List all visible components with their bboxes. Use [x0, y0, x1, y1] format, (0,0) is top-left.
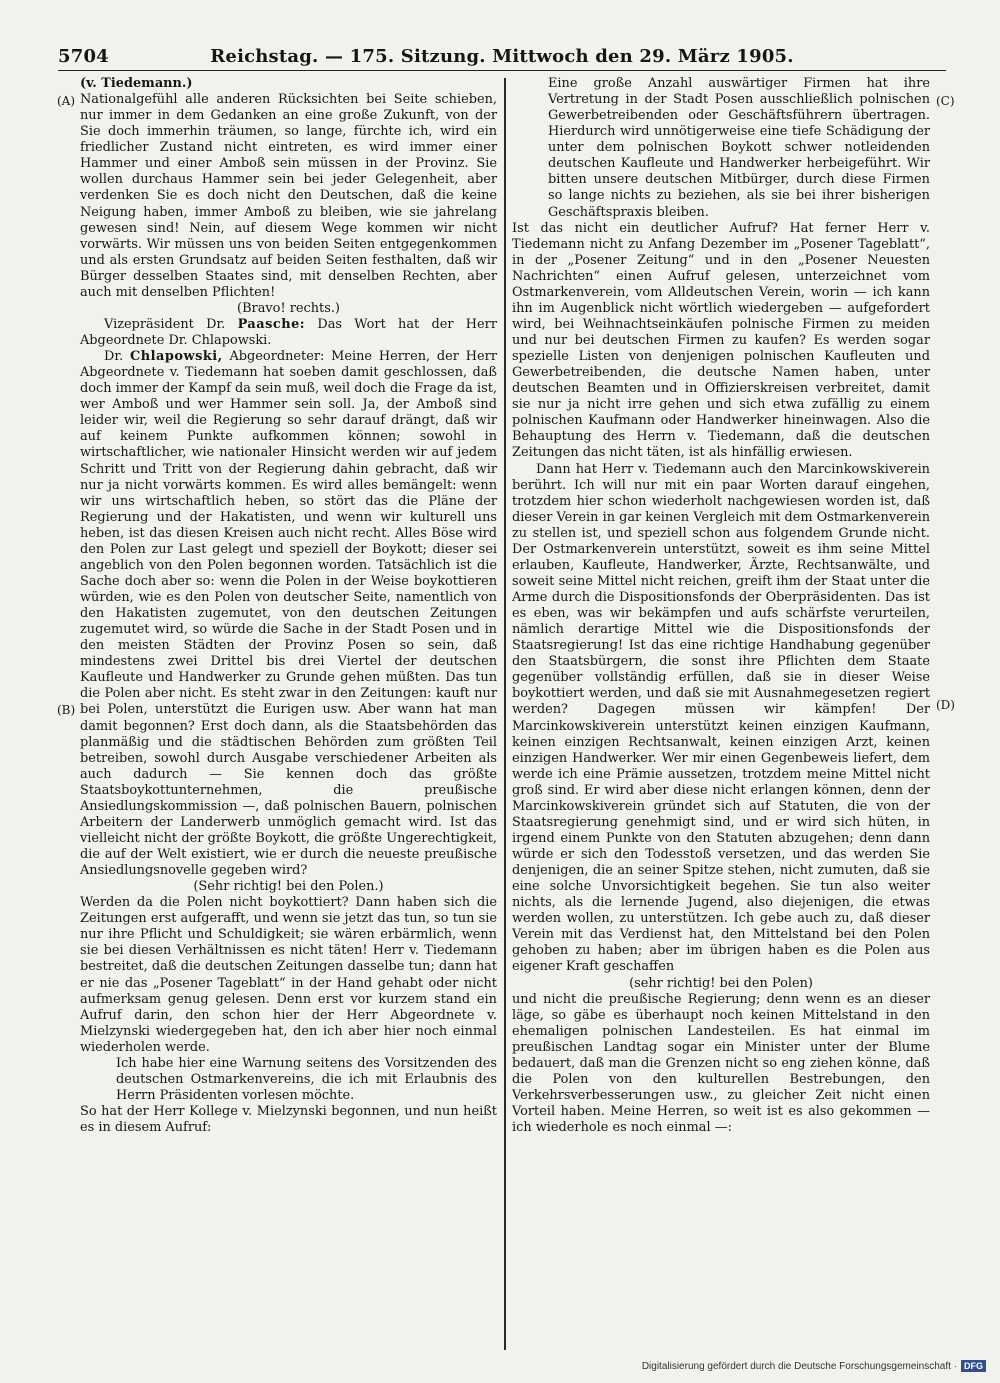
quoted-paragraph: Ich habe hier eine Warnung seitens des Vorsitzenden des deutschen Ostmarkenvereins, die ich mit Erlaubnis des Herrn Präsidenten vorlesen möchte. [116, 1055, 497, 1103]
left-column [80, 76, 497, 1136]
speech-text: Abgeordneter: Meine Herren, der Herr Abgeordnete v. Tiedemann hat soeben damit geschlossen, daß doch immer der Kampf da sein muß, weil doch die Frage da ist, wer Amboß und wer Hammer sein soll. Ja, der Amboß sind leider wir, weil die Regierung so sehr darauf drängt, daß wir auf keinem Punkte aufkommen können; sowohl in wirtschaftlicher, wie nationaler Hinsicht werden wir auf jedem Schritt und Tritt von der Regierung dahin gebracht, daß wir nur ja nicht vorwärts kommen. Es wird alles bemängelt: wenn wir uns wirtschaftlich heben, so stört das die Pläne der Regierung und der Hakatisten, und wenn wir kulturell uns heben, ist das diesen Kreisen auch nicht recht. Alles Böse wird den Polen zur Last gelegt und speziell der Boykott; dieser sei angeblich von den Polen begonnen worden. Tatsächlich ist die Sache doch aber so: wenn die Polen in der Weise boykottieren würden, wie es den Polen von deutscher Seite, namentlich von den Hakatisten zugemutet, von den deutschen Zeitungen zugemutet wird, so würde die Sache in der Stadt Posen und in den meisten Städten der Provinz Posen so sein, daß mindestens zwei Drittel bis drei Viertel der deutschen Kaufleute und Handwerker zu Grunde gehen müßten. Das tun die Polen aber nicht. Es steht zwar in den Zeitungen: kauft nur bei Polen, unterstützt die Eurigen usw. Aber wann hat man damit begonnen? Erst doch dann, als die Staatsbehörden das planmäßig und die städtischen Behörden zum größten Teil betreiben, sowohl durch Ausgabe verschiedener Arbeiten als auch dadurch — Sie kennen doch das größte Staatsboykottunternehmen, die preußische Ansiedlungskommission —, daß polnischen Bauern, polnischen Arbeitern der Landerwerb unmöglich gemacht wird. Ist das vielleicht nicht der größte Boykott, die größte Ungerechtigkeit, die auf der Welt existiert, wie er durch die neueste preußische Ansiedlungsnovelle gegeben wird? [80, 349, 497, 879]
speaker-prefix: Dr. [104, 349, 130, 365]
margin-marker-d: (D) [936, 698, 955, 712]
paragraph: Werden da die Polen nicht boykottiert? Dann haben sich die Zeitungen erst aufgerafft, und wenn sie jetzt das tun, so tun sie nur ihre Pflicht und Schuldigkeit; sie wären erbärmlich, wenn sie bei diesen Verhältnissen es nicht täten! Herr v. Tiedemann bestreitet, daß die deutschen Zeitungen dasselbe tun; dann hat er nie das „Posener Tageblatt“ in der Hand gehabt oder nicht aufmerksam genug gelesen. Denn erst vor kurzem stand ein Aufruf darin, den schon hier der Herr Abgeordnete v. Mielzynski wiedergegeben hat, den ich aber hier noch einmal wiederholen werde. [80, 895, 497, 1055]
margin-marker-a: (A) [57, 94, 76, 108]
speaker-tag: (v. Tiedemann.) [80, 76, 193, 91]
dfg-logo: DFG [961, 1360, 986, 1372]
quoted-paragraph: Eine große Anzahl auswärtiger Firmen hat ihre Vertretung in der Stadt Posen ausschließlich polnischen Gewerbetreibenden oder Geschäftsführern übertragen. Hierdurch wird unnötigerweise eine tiefe Schädigung der unter dem polnischen Boykott schwer notleidenden deutschen Kaufleute und Handwerker herbeigeführt. Wir bitten unsere deutschen Mitbürger, durch diese Firmen so lange nichts zu beziehen, als sie bei ihrer bisherigen Geschäftspraxis bleiben. [548, 76, 930, 220]
paragraph: Dann hat Herr v. Tiedemann auch den Marcinkowskiverein berührt. Ich will nur mit ein paar Worten darauf eingehen, trotzdem hier schon wiederholt nachgewiesen worden ist, daß dieser Verein in gar keinen Vergleich mit dem Ostmarkenverein zu stellen ist, und speziell schon aus folgendem Grunde nicht. Der Ostmarkenverein unterstützt, soweit es ihm seine Mittel erlauben, Kaufleute, Handwerker, Ärzte, Rechtsanwälte, und soweit seine Mittel nicht reichen, greift ihm der Staat unter die Arme durch die Dispositionsfonds der Oberpräsidenten. Das ist es eben, was wir bekämpfen und aufs schärfste verurteilen, nämlich derartige Mittel wie die Dispositionsfonds der Staatsregierung! Ist das eine richtige Handhabung gegenüber den Staatsbürgern, die sonst ihre Pflichten dem Staate gegenüber vollständig erfüllen, daß sie in dieser Weise boykottiert werden, und daß sie mit Ausnahmegesetzen regiert werden? Dagegen müssen wir kämpfen! Der Marcinkowskiverein unterstützt keinen einzigen Kaufmann, keinen einzigen Rechtsanwalt, keinen einzigen Arzt, keinen einzigen Handwerker. Wer mir einen Gegenbeweis liefert, dem werde ich eine Prämie aussetzen, trotzdem meine Mittel nicht groß sind. Er wird aber diese nicht erlangen können, denn der Marcinkowskiverein gründet sich auf Statuten, die von der Staatsregierung genehmigt sind, und er wird sich hüten, in irgend einem Punkte von den Statuten abzugehen; denn dann würde er sich den Todesstoß versetzen, und das werden Sie denjenigen, die an seiner Spitze stehen, nicht zumuten, daß sie eine solche Unvorsichtigkeit begehen. Sie tun also weiter nichts, als die lernende Jugend, also diejenigen, die etwas werden wollen, zu unterstützen. Ich gebe auch zu, daß dieser Verein mit das Verdienst hat, den Mittelstand bei den Polen gehoben zu haben; aber im übrigen haben es die Polen aus eigener Kraft geschaffen [512, 461, 930, 975]
speech-paragraph [80, 349, 497, 879]
speaker-name: Paasche: [237, 316, 306, 332]
paragraph: und nicht die preußische Regierung; denn wenn es an dieser läge, so gäbe es überhaupt noch keinen Mittelstand in den ehemaligen polnischen Landesteilen. Es hat einmal im preußischen Landtag sogar ein Minister unter der Blume bedauert, daß man die Grenzen nicht so eng ziehen könne, daß die Polen von den kulturellen Bestrebungen, den Verkehrsverbesserungen usw., zu gleicher Zeit nicht einen Vorteil haben. Meine Herren, so weit ist es also gekommen — ich wiederhole es noch einmal —: [512, 991, 930, 1136]
speaker-announcement [80, 317, 497, 349]
paragraph: Ist das nicht ein deutlicher Aufruf? Hat ferner Herr v. Tiedemann nicht zu Anfang Dezember im „Posener Tageblatt“, in der „Posener Zeitung“ und in den „Posener Neuesten Nachrichten“ einen Aufruf gelesen, unterzeichnet vom Ostmarkenverein, vom Alldeutschen Verein, worin — ich kann ihn im Augenblick nicht wörtlich wiedergeben — aufgefordert wird, bei Weihnachtseinkäufen polnische Firmen zu meiden und nur bei deutschen Firmen zu kaufen? Es werden sogar spezielle Listen von denjenigen polnischen Kaufleuten und Gewerbetreibenden, die deutsche Namen haben, unter deutschen Beamten und in Offizierskreisen verbreitet, damit sie nur ja nicht irre gehen und sich etwa zufällig zu einem polnischen Kaufmann oder Handwerker hineinwagen. Also die Behauptung des Herrn v. Tiedemann, daß die deutschen Zeitungen das nicht täten, ist als hinfällig erwiesen. [512, 220, 930, 461]
right-column [512, 76, 930, 1136]
column-divider [504, 78, 506, 1350]
interjection: (Sehr richtig! bei den Polen.) [193, 879, 384, 895]
page-title: Reichstag. — 175. Sitzung. Mittwoch den 29. März 1905. [210, 46, 794, 67]
announcement-text: Das Wort hat der Herr Abgeordnete Dr. Chlapowski. [80, 316, 497, 348]
interjection: (sehr richtig! bei den Polen) [629, 975, 813, 991]
speaker-name: Chlapowski, [130, 349, 223, 365]
speaker-prefix: Vizepräsident Dr. [104, 316, 238, 332]
margin-marker-c: (C) [936, 94, 955, 108]
header-rule [58, 70, 946, 71]
paragraph: Nationalgefühl alle anderen Rücksichten bei Seite schieben, nur immer in dem Gedanken an eine große Zukunft, von der Sie doch immerhin träumen, so lange, fürchte ich, wird ein friedlicher Zustand nicht eintreten, es wird immer einer Hammer und einer Amboß sein müssen in der Provinz. Sie wollen durchaus Hammer sein bei jeder Gelegenheit, aber verdenken Sie es doch nicht den Deutschen, daß die keine Neigung haben, immer Amboß zu bleiben, wie sie jahrelang gewesen sind! Nein, auf diesem Wege kommen wir nicht vorwärts. Wir müssen uns von beiden Seiten entgegenkommen und als ersten Grundsatz auf beiden Seiten festhalten, daß wir Bürger desselben Staates sind, mit denselben Rechten, aber auch mit denselben Pflichten! [80, 92, 497, 300]
page-number: 5704 [58, 46, 109, 67]
footer [642, 1360, 986, 1372]
paragraph: So hat der Herr Kollege v. Mielzynski begonnen, und nun heißt es in diesem Aufruf: [80, 1104, 497, 1136]
interjection: (Bravo! rechts.) [237, 300, 340, 316]
page-header [58, 46, 946, 68]
margin-marker-b: (B) [57, 703, 76, 717]
footer-text: Digitalisierung gefördert durch die Deutsche Forschungsgemeinschaft · [641, 1360, 957, 1372]
